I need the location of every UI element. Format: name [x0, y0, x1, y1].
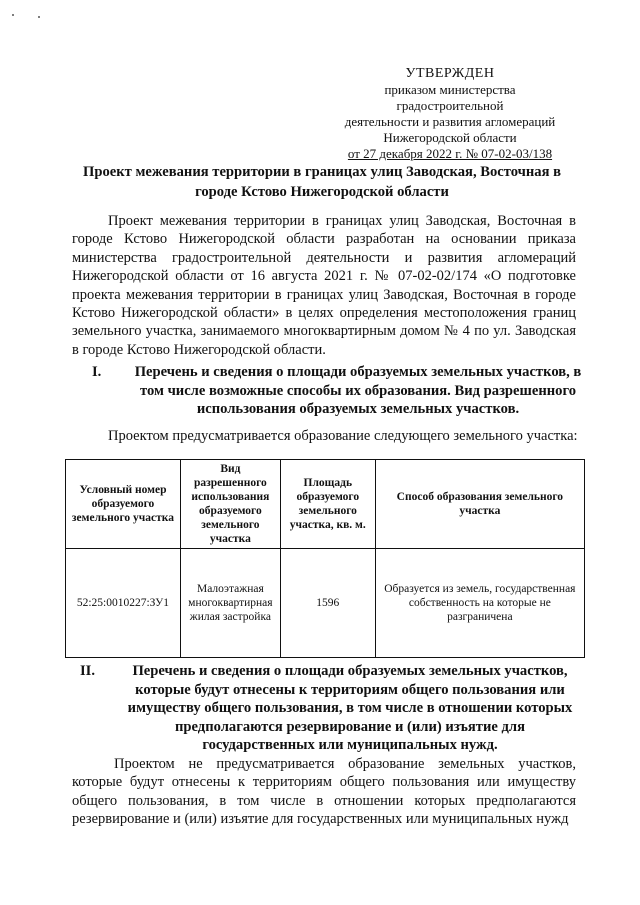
section-number: II. [80, 663, 96, 679]
document-title: Проект межевания территории в границах улиц Заводская, Восточная в городе Кстово Нижегородской области [82, 164, 562, 200]
plot-method-cell: Образуется из земель, государственная собственность на которые не разграничена [375, 549, 584, 658]
approval-stamp [330, 66, 570, 162]
approval-line: Нижегородской области [383, 130, 517, 145]
scan-speck [12, 14, 14, 16]
table-row [66, 549, 585, 658]
table-header-cell: Вид разрешенного использования образуемого земельного участка [180, 460, 280, 549]
approval-status: УТВЕРЖДЕН [405, 66, 495, 81]
section-heading-text: Перечень и сведения о площади образуемых земельных участков, которые будут отнесены к территориям общего пользования или имуществу общего пользования, в том числе в отношении которых предполагаются резервирование и (или) изъятие для государственных или муниципальных нужд. [127, 663, 573, 753]
section-1-intro: Проектом предусматривается образование следующего земельного участка: [108, 428, 578, 444]
plot-number-cell: 52:25:0010227:ЗУ1 [66, 549, 181, 658]
approval-line: деятельности и развития агломераций [344, 114, 556, 129]
approval-date: от 27 декабря 2022 г. № 07-02-03/138 [347, 146, 553, 161]
table-header-cell: Способ образования земельного участка [375, 460, 584, 549]
approval-line: приказом министерства градостроительной [384, 82, 516, 113]
intro-paragraph: Проект межевания территории в границах улиц Заводская, Восточная в городе Кстово Нижегородской области разработан на основании приказа министерства градостроительной деятельности и развития агломераций Нижегородской области от 16 августа 2021 г. № 07-02-02/174 «О подготовке проекта межевания территории в границах улиц Заводская, Восточная в городе Кстово Нижегородской области» в целях определения местоположения границ земельного участка, занимаемого многоквартирным домом № 4 по ул. Заводская в городе Кстово Нижегородской области. [72, 213, 576, 358]
section-number: I. [92, 364, 102, 380]
table-header-row [66, 460, 585, 549]
table-header-cell: Площадь образуемого земельного участка, кв. м. [280, 460, 375, 549]
section-2-paragraph: Проектом не предусматривается образование земельных участков, которые будут отнесены к территориям общего пользования или имуществу общего пользования, в том числе в отношении которых предполагаются резервирование и (или) изъятие для государственных или муниципальных нужд [72, 756, 576, 828]
land-plots-table [65, 459, 585, 658]
plot-use-cell: Малоэтажная многоквартирная жилая застройка [180, 549, 280, 658]
table-header-cell: Условный номер образуемого земельного участка [66, 460, 181, 549]
section-heading-text: Перечень и сведения о площади образуемых земельных участков, в том числе возможные способы их образования. Вид разрешенного использования образуемых земельных участков. [134, 364, 582, 417]
scan-speck [38, 16, 40, 18]
plot-area-cell: 1596 [280, 549, 375, 658]
